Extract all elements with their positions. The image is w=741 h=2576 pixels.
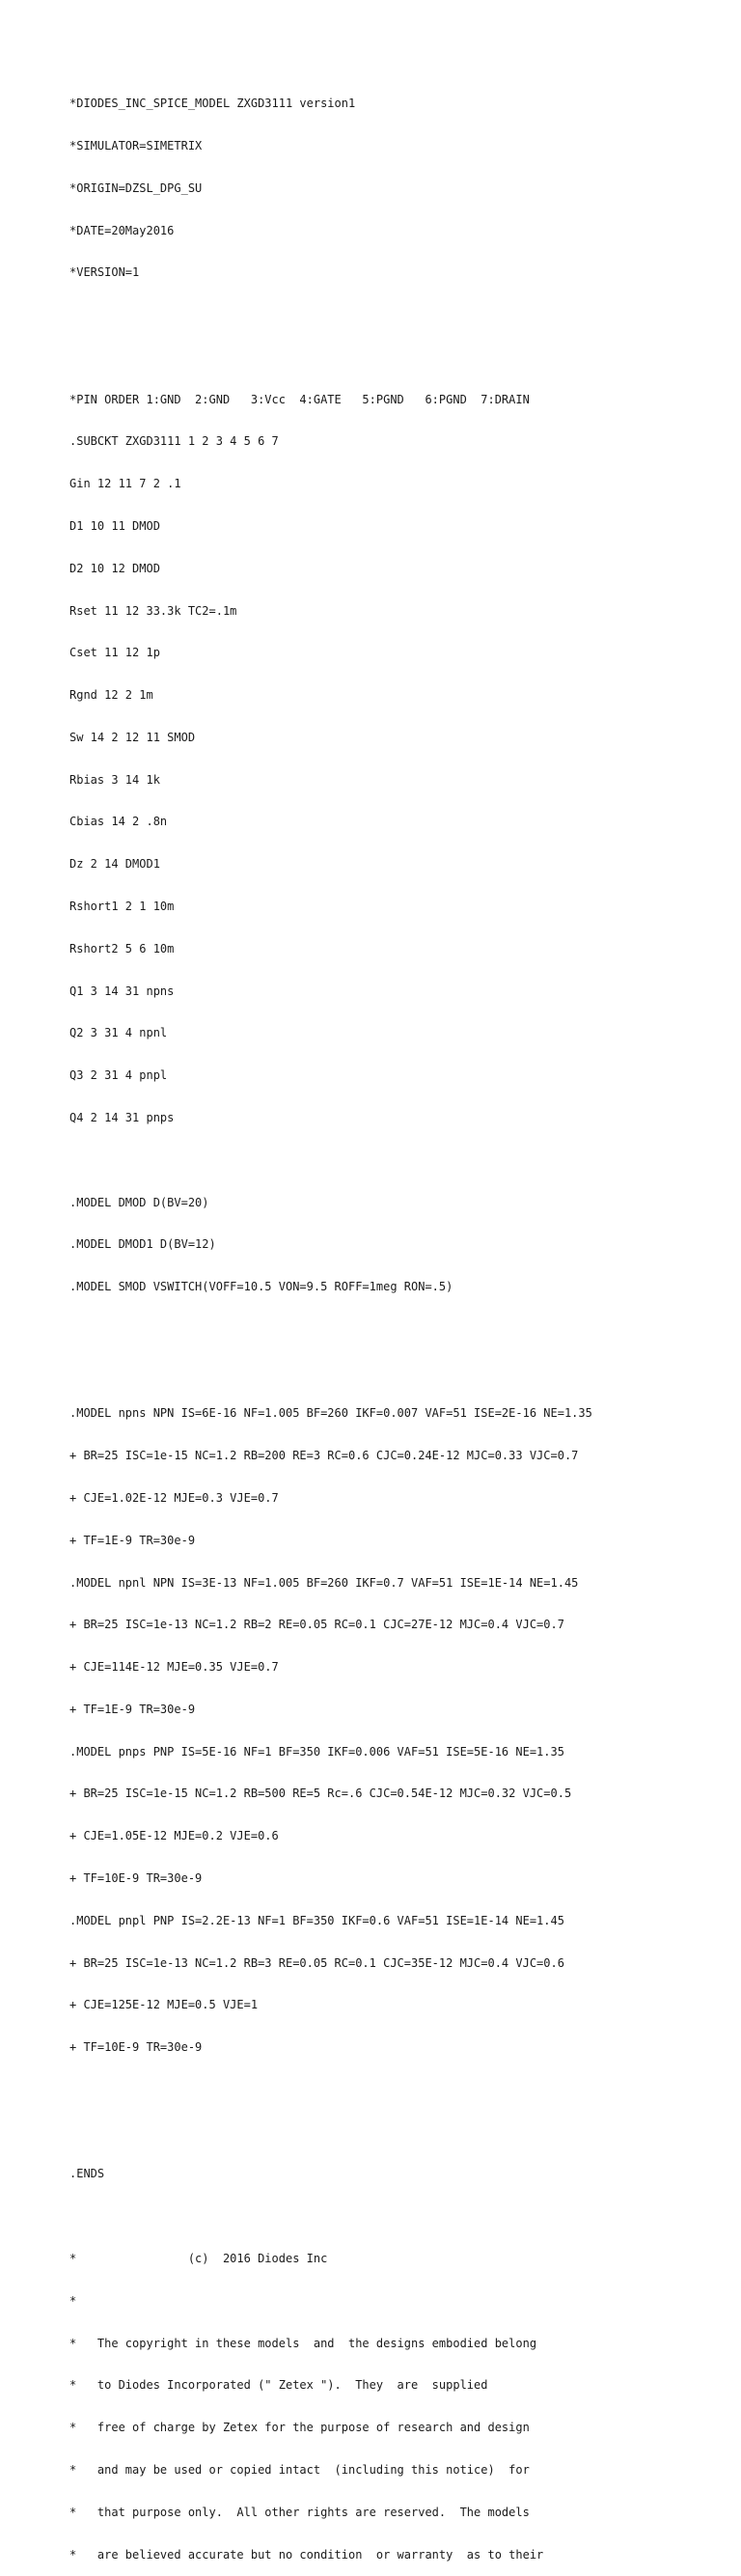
model-continuation-line: + BR=25 ISC=1e-15 NC=1.2 RB=500 RE=5 Rc=.6 CJC=0.54E-12 MJC=0.32 VJC=0.5	[69, 1787, 572, 1801]
blank-line	[69, 1153, 735, 1168]
model-line: .MODEL DMOD D(BV=20)	[69, 1195, 209, 1209]
blank-line	[69, 350, 735, 365]
header-model-name-line: *DIODES_INC_SPICE_MODEL ZXGD3111 version1	[69, 97, 356, 111]
netlist-line: Sw 14 2 12 11 SMOD	[69, 730, 196, 744]
notice-line: * free of charge by Zetex for the purpose of research and design	[69, 2421, 530, 2435]
netlist-line: D2 10 12 DMOD	[69, 561, 160, 575]
blank-line	[69, 2209, 735, 2224]
model-continuation-line: + CJE=114E-12 MJE=0.35 VJE=0.7	[69, 1660, 279, 1675]
notice-line: * that purpose only. All other rights are reserved. The models	[69, 2505, 530, 2519]
netlist-line: Cbias 14 2 .8n	[69, 815, 168, 829]
netlist-line: Q1 3 14 31 npns	[69, 983, 175, 998]
netlist-line: Rshort1 2 1 10m	[69, 900, 175, 914]
ends-line: .ENDS	[69, 2167, 105, 2181]
model-continuation-line: + TF=10E-9 TR=30e-9	[69, 2040, 203, 2055]
blank-line	[69, 308, 735, 322]
netlist-line: Cset 11 12 1p	[69, 646, 160, 660]
model-line: .MODEL SMOD VSWITCH(VOFF=10.5 VON=9.5 ROFF=1meg RON=.5)	[69, 1280, 453, 1294]
pin-order-line: *PIN ORDER 1:GND 2:GND 3:Vcc 4:GATE 5:PGND 6:PGND 7:DRAIN	[69, 392, 530, 406]
header-version-line: *VERSION=1	[69, 265, 140, 280]
model-line: .MODEL npns NPN IS=6E-16 NF=1.005 BF=260 IKF=0.007 VAF=51 ISE=2E-16 NE=1.35	[69, 1406, 592, 1421]
header-simulator-line: *SIMULATOR=SIMETRIX	[69, 138, 203, 152]
model-continuation-line: + CJE=125E-12 MJE=0.5 VJE=1	[69, 1998, 259, 2012]
netlist-line: Rbias 3 14 1k	[69, 772, 160, 787]
model-continuation-line: + BR=25 ISC=1e-13 NC=1.2 RB=2 RE=0.05 RC=0.1 CJC=27E-12 MJC=0.4 VJC=0.7	[69, 1618, 564, 1632]
model-continuation-line: + CJE=1.05E-12 MJE=0.2 VJE=0.6	[69, 1829, 279, 1843]
netlist-line: Rshort2 5 6 10m	[69, 941, 175, 956]
blank-line	[69, 1322, 735, 1337]
subckt-line: .SUBCKT ZXGD3111 1 2 3 4 5 6 7	[69, 434, 279, 449]
notice-line: * The copyright in these models and the designs embodied belong	[69, 2336, 537, 2350]
netlist-line: Rset 11 12 33.3k TC2=.1m	[69, 603, 237, 618]
netlist-line: D1 10 11 DMOD	[69, 519, 160, 533]
netlist-line: Q4 2 14 31 pnps	[69, 1110, 175, 1124]
comment-line: *	[69, 2293, 77, 2308]
model-line: .MODEL pnpl PNP IS=2.2E-13 NF=1 BF=350 IKF=0.6 VAF=51 ISE=1E-14 NE=1.45	[69, 1913, 564, 1927]
model-continuation-line: + BR=25 ISC=1e-13 NC=1.2 RB=3 RE=0.05 RC=0.1 CJC=35E-12 MJC=0.4 VJC=0.6	[69, 1955, 564, 1970]
model-continuation-line: + TF=1E-9 TR=30e-9	[69, 1533, 196, 1547]
blank-line	[69, 2125, 735, 2140]
copyright-line: * (c) 2016 Diodes Inc	[69, 2252, 328, 2266]
netlist-line: Q2 3 31 4 npnl	[69, 1026, 168, 1040]
header-origin-line: *ORIGIN=DZSL_DPG_SU	[69, 180, 203, 195]
model-line: .MODEL pnps PNP IS=5E-16 NF=1 BF=350 IKF=0.006 VAF=51 ISE=5E-16 NE=1.35	[69, 1744, 564, 1759]
netlist-line: Rgnd 12 2 1m	[69, 688, 153, 703]
spice-model-text	[69, 69, 735, 2576]
model-continuation-line: + BR=25 ISC=1e-15 NC=1.2 RB=200 RE=3 RC=0.6 CJC=0.24E-12 MJC=0.33 VJC=0.7	[69, 1449, 579, 1463]
netlist-line: Dz 2 14 DMOD1	[69, 857, 160, 872]
blank-line	[69, 2083, 735, 2097]
model-continuation-line: + CJE=1.02E-12 MJE=0.3 VJE=0.7	[69, 1490, 279, 1505]
blank-line	[69, 1365, 735, 1379]
netlist-line: Q3 2 31 4 pnpl	[69, 1068, 168, 1083]
notice-line: * are believed accurate but no condition or warranty as to their	[69, 2547, 544, 2562]
model-continuation-line: + TF=1E-9 TR=30e-9	[69, 1702, 196, 1716]
notice-line: * and may be used or copied intact (including this notice) for	[69, 2462, 530, 2477]
model-continuation-line: + TF=10E-9 TR=30e-9	[69, 1871, 203, 1885]
model-line: .MODEL DMOD1 D(BV=12)	[69, 1237, 216, 1252]
notice-line: * to Diodes Incorporated (" Zetex "). They are supplied	[69, 2378, 488, 2393]
header-date-line: *DATE=20May2016	[69, 223, 175, 237]
netlist-line: Gin 12 11 7 2 .1	[69, 477, 181, 491]
model-line: .MODEL npnl NPN IS=3E-13 NF=1.005 BF=260 IKF=0.7 VAF=51 ISE=1E-14 NE=1.45	[69, 1575, 579, 1590]
